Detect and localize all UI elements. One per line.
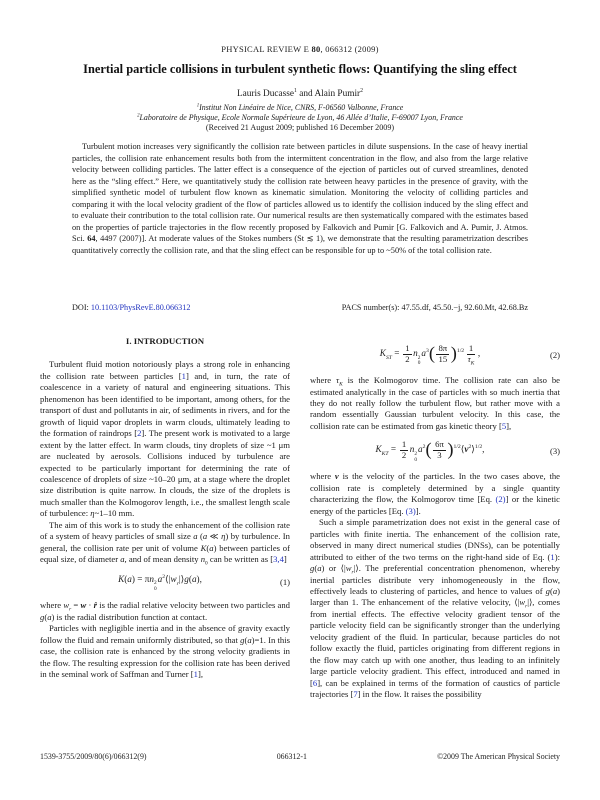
right-column (310, 336, 560, 750)
paragraph-intro-4: Particles with negligible inertia and in the absence of gravity exactly follow the fluid and remain uniformly distributed, so that g(a)=1. In this case, the collision rate is enhanced by the strong velocity gradients in the flow. The resulting expression for the collision rate has been derived in the seminal work of Saffman and Turner [1], (40, 623, 290, 680)
footer-copyright: ©2009 The American Physical Society (437, 752, 560, 761)
reference-link[interactable]: 1 (193, 669, 198, 680)
footer-issn: 1539-3755/2009/80(6)/066312(9) (40, 752, 147, 761)
reference-link[interactable]: (2) (495, 494, 506, 505)
equation-1-body: K(a) = πn 2 0 $a^2⟨|w_r|⟩g(a)$, (118, 573, 202, 592)
received-line: (Received 21 August 2009; published 16 December 2009) (205, 123, 395, 132)
equation-3-body: $K_{KT}$ = $\frac{1}{2}$ n 2 0 $a^2$( $\frac{6\pi}{3}$ )$^{1/2}⟨v^2⟩^{1/2}$, (375, 439, 485, 463)
doi-link[interactable]: 10.1103/PhysRevE.80.066312 (90, 303, 191, 312)
reference-link[interactable]: 3,4 (273, 554, 284, 565)
equation-3 (310, 440, 560, 463)
doi-pacs-row (72, 303, 528, 312)
paragraph-intro-6: where v is the velocity of the particles. In the two cases above, the collision rate is completely determined by a single quantity characterizing the flow, the Kolmogorov time [Eq. (2)] or the kinetic energy of the particles [Eq. (3)]. (310, 471, 560, 516)
reference-link[interactable]: 1 (181, 370, 186, 381)
paper-title: Inertial particle collisions in turbulent synthetic flows: Quantifying the sling effect (83, 62, 517, 76)
left-column (40, 336, 290, 750)
doi-line (72, 303, 190, 312)
page-footer (40, 752, 560, 761)
journal-header: PHYSICAL REVIEW E 80, 066312 (2009) (221, 44, 379, 54)
paragraph-intro-2: The aim of this work is to study the enhancement of the collision rate of a system of heavy particles of small size a (a ≪ η) by turbulence. In general, the collision rate per unit of volume K(a) between particles of equal size, of diameter a, and of mean density $n_0$ can be written as [3,4] (40, 519, 290, 567)
paragraph-intro-7: Such a simple parametrization does not exist in the general case of particles with finite inertia. The enhancement of the collision rate, observed in many direct numerical studies (DNSs), can be potentially attributed to either of the two terms on the right-hand side of Eq. (1): g(a) or $⟨|w_r|⟩$. The preferential concentration phenomenon, whereby inertial particles distribute very inhomogeneously in the flow, effectively leads to clustering of particles, and hence to values of g(a) larger than 1. The enhancement of the relative velocity, $⟨|w_r|⟩$, comes from inertial effects. The effective velocity gradient tensor of the particle velocity field can be significantly stronger than the underlying velocity gradient of the fluid. In particular, because particles do not follow exactly the fluid, particles originating from different regions in the flow may catch up with one another, thus leading to an infinitely large particle velocity gradient. This effect, introduced and named in [6], can be explained in terms of the formation of caustics of particle trajectories [7] in the flow. It raises the possibility (310, 517, 560, 700)
equation-2-number: (2) (549, 349, 560, 360)
section-heading-introduction: I. INTRODUCTION (125, 336, 205, 346)
reference-link[interactable]: 2 (137, 428, 142, 439)
affiliation-1: $^1$Institut Non Linéaire de Nice, CNRS, F-06560 Valbonne, France (196, 103, 404, 112)
paragraph-intro-5: where $\tau_K$ is the Kolmogorov time. The collision rate can also be estimated analytically in the case of particles with so much inertia that they do not really follow the turbulent flow, but rather move with a random essentially Gaussian turbulent velocity. In this case, the collision rate can be estimated from gas kinetic theory [5], (310, 375, 560, 431)
reference-link[interactable]: (3) (405, 505, 416, 516)
equation-1 (40, 574, 290, 593)
doi-label: DOI: (72, 303, 89, 312)
footer-page-number: 066312-1 (276, 752, 307, 761)
reference-link[interactable]: 6 (312, 677, 318, 688)
equation-2-body: $K_{ST}$ = $\frac{1}{2}$ n 2 0 $a^3$( $\frac{8\pi}{15}$ )$^{1/2}$ $\frac{1}{\tau_K}$ , (379, 343, 481, 367)
paragraph-intro-1: Turbulent fluid motion notoriously plays a strong role in enhancing the collision rate between particles [1] and, in turn, the rate of coalescence in a variety of natural and engineering situations. This phenomenon has been identified to be important, among others, for the transport of dust and pollutants in air, of sediments in rivers, and for the growth of liquid vapor droplets in warm clouds, ultimately leading to the formation of raindrops [2]. The present work is motivated to a large extent by the latter effect. In warm clouds, tiny droplets of size ~1 μm are nucleated by aerosols. Collisions induced by turbulence are expected to be particularly important for determining the rate of coalescence of droplets of size ~10–20 μm, at a stage where the droplet size distribution is quite narrow. In clouds, the size of the droplets is much smaller than the Kolmogorov length, i.e., the smallest length scale of turbulence: η~1–10 mm. (40, 359, 290, 519)
reference-link[interactable]: 5 (501, 420, 507, 431)
pacs-numbers: PACS number(s): 47.55.df, 45.50.−j, 92.60.Mt, 42.68.Bz (341, 303, 528, 312)
reference-link[interactable]: 1 (550, 551, 555, 562)
author-line: Lauris Ducasse$^1$ and Alain Pumir$^2$ (236, 87, 364, 99)
reference-link[interactable]: 7 (353, 689, 358, 700)
abstract: Turbulent motion increases very significantly the collision rate between particles in dilute suspensions. In the case of heavy inertial particles, the collision rate enhancement results both from the intermittent concentration in the flow, and also from the large relative velocity between colliding particles. The latter effect is a consequence of the ejection of particles out of curved streamlines, denoted here as the “sling effect.” Here, we quantitatively study the collision rate between heavy particles in the presence of gravity, with the simplified synthetic model of turbulent flow known as kinematic simulation. Monitoring the velocity of colliding particles and comparing it with the local velocity gradient of the flow of particles allowed us to identify the collision induced by the sling effect and to evaluate their contribution to the total collision rate. Our numerical results are then systematically compared with the estimates based on the properties of particle trajectories in the flow recently proposed by Falkovich and Pumir [G. Falkovich and A. Pumir, J. Atmos. Sci. 64, 4497 (2007)]. At moderate values of the Stokes numbers (St ≲ 1), we demonstrate that the resulting parametrization describes quantitatively correctly the collision rate, and that the sling effect can be responsible for up to ~50% of the total collision rate. (72, 142, 528, 255)
paragraph-intro-3: where $w_r = w$ · r̂ is the radial relative velocity between two particles and g(a) is the radial distribution function at contact. (40, 600, 290, 622)
affiliation-2: $^2$Laboratoire de Physique, Ecole Normale Supérieure de Lyon, 46 Allée d’Italie, F-69007 Lyon, France (137, 112, 463, 122)
equation-3-number: (3) (549, 446, 560, 457)
equation-2 (310, 344, 560, 367)
equation-1-number: (1) (279, 577, 290, 588)
